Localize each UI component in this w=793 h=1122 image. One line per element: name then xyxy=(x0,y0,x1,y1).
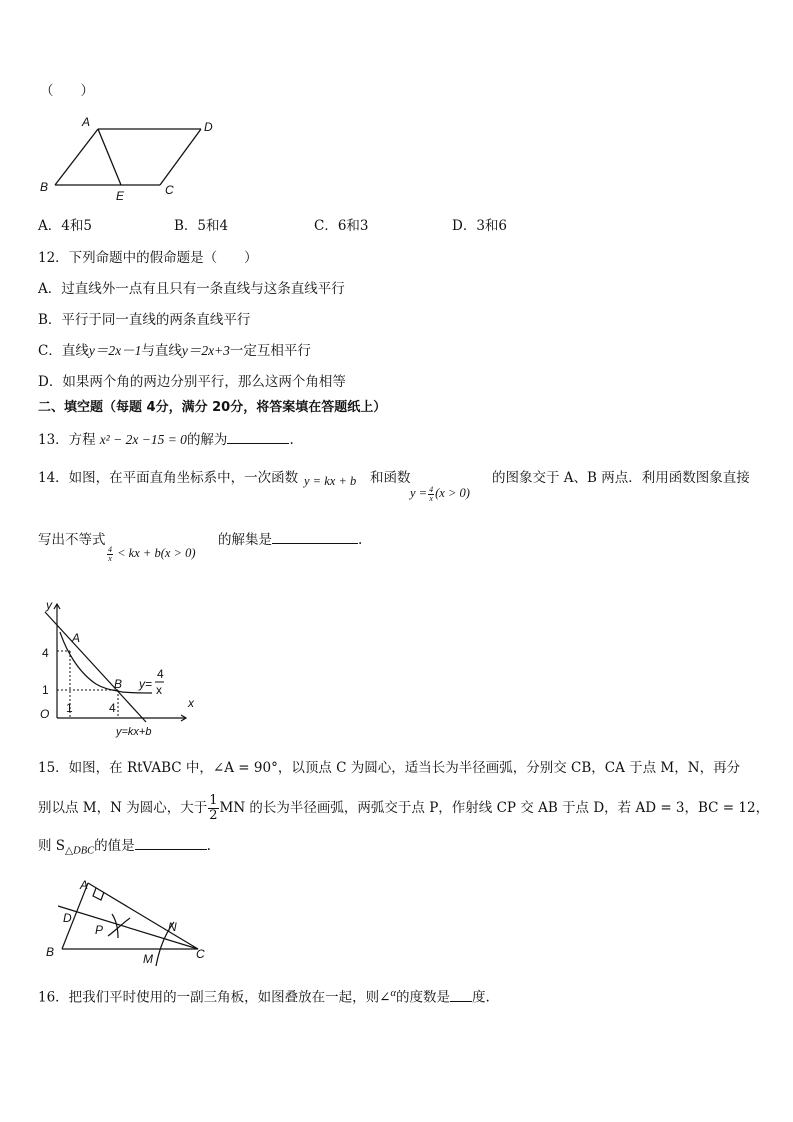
q15-label-A: A xyxy=(80,878,89,892)
q15-label-B: B xyxy=(46,945,55,959)
q14-axis-y-label: y xyxy=(46,598,52,612)
q12-stem: 12．下列命题中的假命题是（ ） xyxy=(38,250,258,266)
q11-paren: （ ） xyxy=(40,83,94,99)
q15-line3-prefix: 则 S xyxy=(38,838,66,854)
q14-curve-label: y= xyxy=(139,677,153,691)
q11-label-B: B xyxy=(40,180,49,194)
section-2-heading: 二、填空题（每题 4分，满分 20分，将答案填在答题纸上） xyxy=(38,400,387,415)
q16-alpha: α xyxy=(390,988,397,999)
q14-tick-x-1: 1 xyxy=(66,701,73,715)
q15-label-D: D xyxy=(63,911,72,925)
q11-label-A: A xyxy=(82,115,91,129)
q14-point-B: B xyxy=(114,677,123,691)
q14-tick-x-4: 4 xyxy=(109,701,116,715)
q11-option-a: A．4和5 xyxy=(38,218,92,234)
q13-equation: x² − 2x −15 = 0 xyxy=(99,432,187,447)
q12-optc-suffix: 一定互相平行 xyxy=(229,343,311,359)
q14-point-A: A xyxy=(72,631,81,645)
q14-eq1: y = kx + b xyxy=(304,474,357,488)
q13-suffix: 的解为 xyxy=(186,432,228,448)
q12-option-d: D．如果两个角的两边分别平行，那么这两个角相等 xyxy=(38,374,346,390)
q15-label-M: M xyxy=(143,952,153,966)
q14-line2-suffix: 的解集是 . xyxy=(218,532,363,548)
q14-eq2: y = $\frac{4}{x}$ (x > 0) xyxy=(410,484,470,503)
q15-label-N: N xyxy=(168,920,177,934)
q14-mid: 和函数 xyxy=(370,470,411,486)
q11-label-D: D xyxy=(204,120,213,134)
q16-suffix: 的度数是 xyxy=(396,989,451,1006)
q12-optc-eq1: y＝2x－1 xyxy=(88,343,142,358)
q14-line-label: y=kx+b xyxy=(116,726,152,738)
q15-label-P: P xyxy=(95,923,104,937)
q14-origin-label: O xyxy=(40,707,50,721)
q16-line xyxy=(38,985,490,1007)
q11-option-b: B．5和4 xyxy=(174,218,229,234)
q15-line3-suffix: 的值是 xyxy=(94,838,135,854)
q11-label-E: E xyxy=(116,189,125,203)
q13-prefix: 13．方程 xyxy=(38,432,96,448)
q14-tick-y-1: 1 xyxy=(42,683,49,697)
q12-optc-prefix: C．直线 xyxy=(38,343,89,359)
q14-prefix: 14．如图，在平面直角坐标系中，一次函数 xyxy=(38,470,299,486)
q14-suffix: 的图象交于 A、B 两点．利用函数图象直接 xyxy=(492,470,750,486)
q15-line1: 15．如图，在 RtVABC 中，∠A = 90°，以顶点 C 为圆心，适当长为半径画弧，分别交 CB，CA 于点 M，N，再分 xyxy=(38,760,741,776)
q11-option-c: C．6和3 xyxy=(314,218,369,234)
q12-optc-mid: 与直线 xyxy=(141,343,182,359)
q13-end: . xyxy=(289,432,294,448)
q15-line2-suffix: MN 的长为半径画弧，两弧交于点 P，作射线 CP 交 AB 于点 D，若 AD = 3，BC = 12， xyxy=(219,800,770,816)
q15-sub: △DBC xyxy=(65,845,95,857)
q14-tick-y-4: 4 xyxy=(42,646,49,660)
q15-frac-num: 1 xyxy=(209,793,218,808)
q15-line2-prefix: 别以点 M，N 为圆心，大于 xyxy=(38,800,208,816)
q16-text: 16．把我们平时使用的一副三角板，如图叠放在一起，则∠ xyxy=(38,989,391,1006)
q14-curve-den: x xyxy=(156,683,162,697)
q14-line2-prefix: 写出不等式 xyxy=(38,532,106,548)
q11-label-C: C xyxy=(165,183,174,197)
q14-inequality: $\frac{4}{x}$ < kx + b(x > 0) xyxy=(108,544,196,563)
q16-end: 度. xyxy=(472,989,490,1006)
q16-answer-blank xyxy=(450,989,472,1002)
q14-curve-num: 4 xyxy=(157,667,164,681)
q12-option-b: B．平行于同一直线的两条直线平行 xyxy=(38,312,251,328)
q12-option-a: A．过直线外一点有且只有一条直线与这条直线平行 xyxy=(38,281,345,297)
q15-frac-den: 2 xyxy=(209,808,218,823)
q15-label-C: C xyxy=(196,947,205,961)
q14-axis-x-label: x xyxy=(188,696,194,710)
q15-line3: 则 $S_{\triangle DBC}$的值是 . xyxy=(38,838,211,857)
q11-option-d: D．3和6 xyxy=(452,218,508,234)
q12-optc-eq2: y＝2x+3 xyxy=(181,343,230,358)
